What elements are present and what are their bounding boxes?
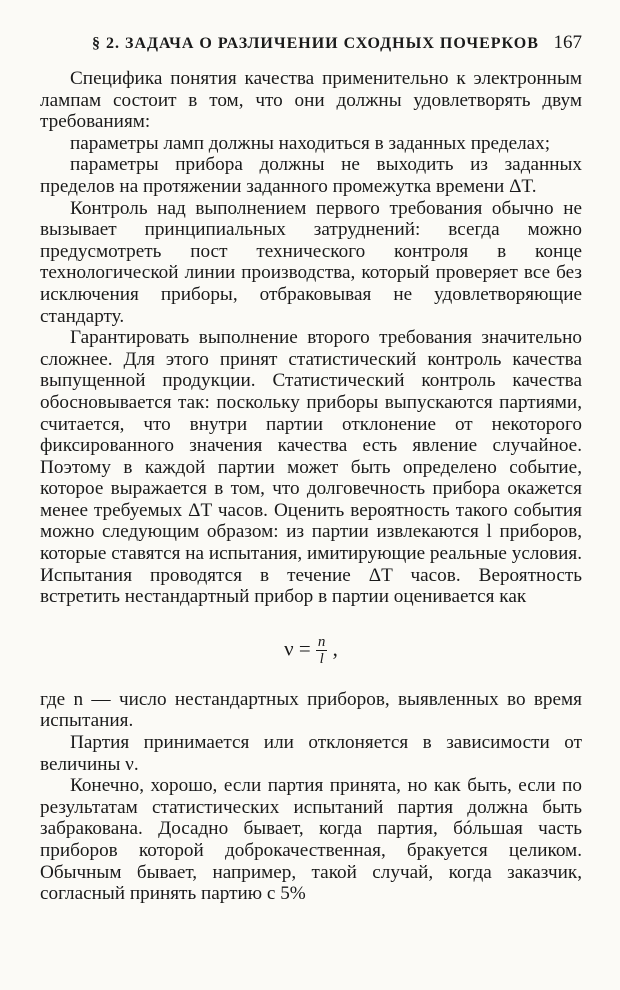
paragraph: Гарантировать выполнение второго требования значительно сложнее. Для этого принят статистический контроль качества выпущенной продукции. Статистический контроль качества обосновывается так: поскольку приборы выпускаются партиями, считается, что внутри партии отклонение от некоторого фиксированного значения качества есть явление случайное. Поэтому в каждой партии может быть определено событие, которое выражается в том, что долговечность прибора окажется менее требуемых ΔT часов. Оценить вероятность такого события можно следующим образом: из партии извлекаются l приборов, которые ставятся на испытания, имитирующие реальные условия. Испытания проводятся в течение ΔT часов. Вероятность встретить нестандартный прибор в партии оценивается как (40, 327, 582, 608)
formula-lhs: ν = (284, 636, 311, 661)
formula-tail: , (332, 636, 338, 661)
formula (40, 634, 582, 667)
formula-denominator: l (319, 650, 324, 667)
requirement-item: параметры ламп должны находиться в заданных пределах; (70, 132, 551, 154)
requirement-item: параметры прибора должны не выходить из заданных пределов на протяжении заданного промежутка времени ΔT. (40, 154, 582, 197)
paragraph: Контроль над выполнением первого требования обычно не вызывает принципиальных затруднений: всегда можно предусмотреть пост технического контроля в конце технологической линии производства, который проверяет все без исключения приборы, отбраковывая не удовлетворяющие стандарту. (40, 197, 582, 327)
formula-numerator: n (317, 633, 326, 650)
paragraph: Партия принимается или отклоняется в зависимости от величины ν. (40, 732, 582, 775)
paragraph: Конечно, хорошо, если партия принята, но как быть, если по результатам статистических испытаний партия должна быть забракована. Досадно бывает, когда партия, бóльшая часть приборов которой доброкачественная, бракуется целиком. Обычным бывает, например, такой случай, когда заказчик, согласный принять партию с 5% (40, 775, 582, 905)
paragraph: где n — число нестандартных приборов, выявленных во время испытания. (40, 688, 582, 732)
formula-fraction (316, 634, 328, 667)
paragraph: Специфика понятия качества применительно к электронным лампам состоит в том, что они должны удовлетворять двум требованиям: (40, 68, 582, 133)
section-title: § 2. ЗАДАЧА О РАЗЛИЧЕНИИ СХОДНЫХ ПОЧЕРКОВ (92, 35, 539, 52)
page-body (40, 68, 582, 905)
page-number: 167 (553, 32, 582, 53)
running-head (92, 32, 582, 54)
